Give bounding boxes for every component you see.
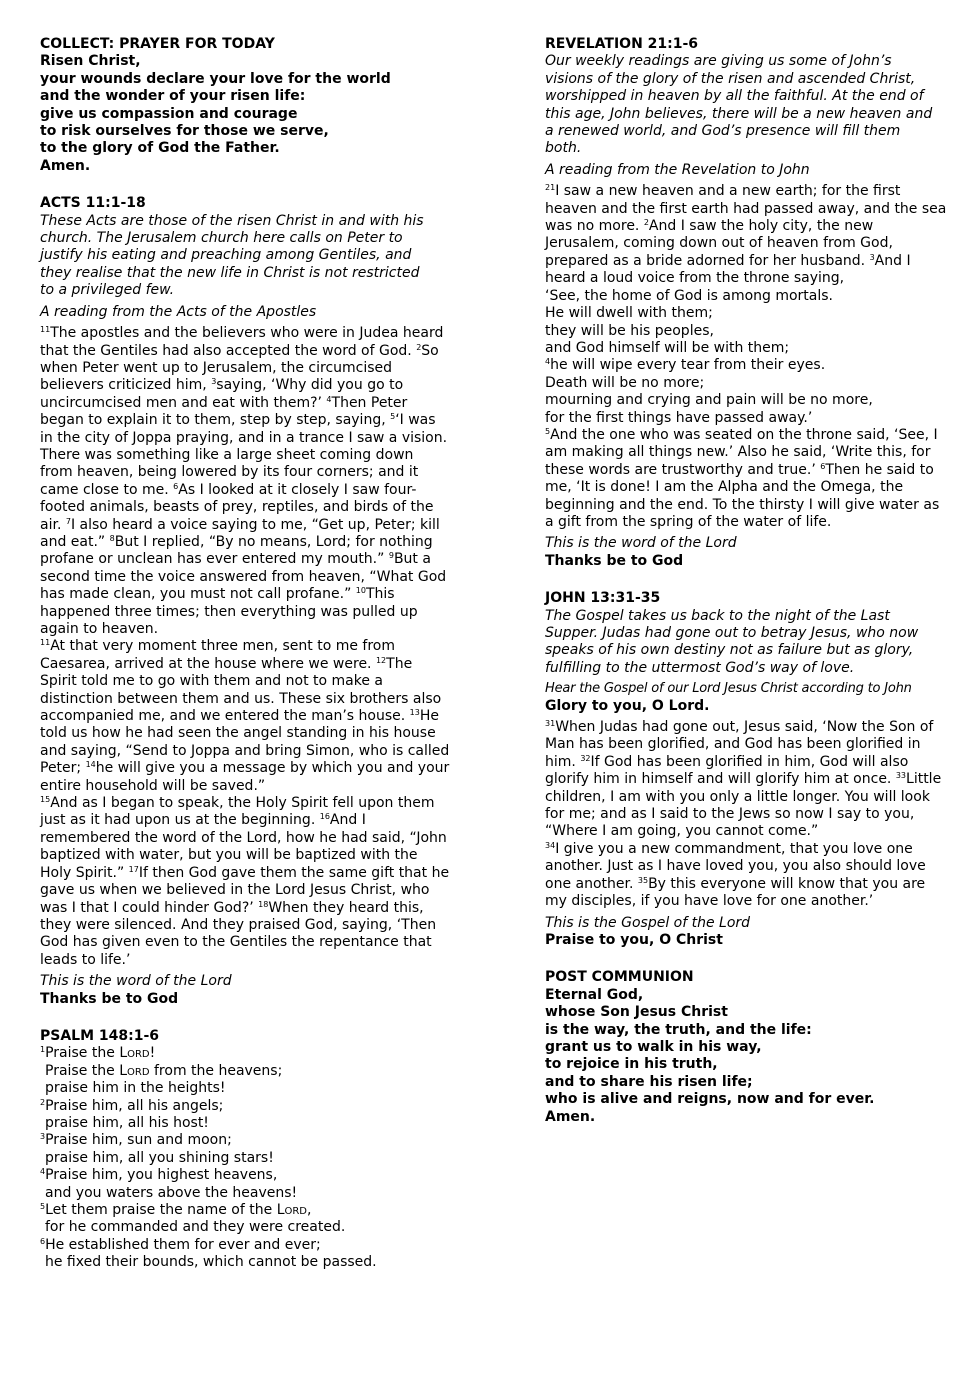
john-intro-line: fulfilling to the uttermost God’s way of love. (545, 659, 855, 676)
revelation-poem-line: mourning and crying and pain will be no more, (545, 392, 873, 409)
acts-verse-text: ‘I was in the city of Joppa praying, and in a trance I saw a vision. There was something like a large sheet coming down from heaven, being lowered by its four corners; and it came close to me. (40, 412, 448, 498)
psalm-line: $^4$Praise him, you highest heavens, (40, 1167, 278, 1184)
acts-reading-intro: A reading from the Acts of the Apostles (40, 303, 317, 320)
revelation-poem-line: for the first things have passed away.’ (545, 409, 813, 426)
acts-verse-number: 6 (173, 481, 179, 491)
acts-verse-text: Then Peter began to explain it to them, step by step, saying, (40, 394, 408, 429)
collect-line: to risk ourselves for those we serve, (40, 123, 329, 140)
psalm-verse-number: 4 (40, 1167, 46, 1177)
acts-heading: ACTS 11:1-18 (40, 195, 146, 212)
acts-verse-number: 3 (211, 377, 217, 387)
gospel-announcement: Hear the Gospel of our Lord Jesus Christ according to John (545, 681, 912, 697)
revelation-verse-number: 2 (643, 218, 649, 228)
revelation-section (545, 36, 950, 570)
acts-verse-text: As I looked at it closely I saw four-footed animals, beasts of prey, reptiles, and birds of the air. (40, 481, 434, 533)
acts-reading-text (40, 325, 450, 969)
acts-verse-text: At that very moment three men, sent to me from Caesarea, arrived at the house where we were. (40, 638, 396, 672)
john-verse-text: By this everyone will know that you are my disciples, if you have love for one another.’ (545, 875, 926, 910)
psalm-line: $^5$Let them praise the name of the Lord, (40, 1202, 312, 1218)
acts-section (40, 195, 450, 1008)
divine-name: Lord (119, 1062, 150, 1079)
john-verse-number: 35 (637, 875, 649, 885)
acts-verse-number: 11 (40, 638, 51, 648)
john-intro-line: Supper. Judas had gone out to betray Jesus, who now (545, 625, 919, 641)
revelation-heading: REVELATION 21:1-6 (545, 36, 699, 52)
revelation-poem-line: they will be his peoples, (545, 322, 714, 339)
john-verse-number: 33 (895, 771, 907, 781)
acts-verse-text: And I remembered the word of the Lord, how he had said, “John baptized with water, but you will be baptized with the Holy Spirit.” (40, 812, 447, 881)
john-closing: This is the Gospel of the Lord (545, 914, 751, 931)
revelation-closing: This is the word of the Lord (545, 535, 737, 552)
acts-verse-text: The Spirit told me to go with them and not to make a distinction between them and us. These six brothers also accompanied me, and we entered the man’s house. (40, 655, 442, 725)
acts-verse-number: 10 (355, 586, 366, 596)
revelation-verse-text: Then he said to me, ‘It is done! I am the Alpha and the Omega, the beginning and the end. To the thirsty I will give water as a gift from the spring of the water of life. (545, 461, 940, 530)
acts-intro-line: to a privileged few. (40, 282, 175, 299)
acts-verse-text: But a second time the voice answered from heaven, “What God has made clean, you must not call profane.” (40, 551, 447, 603)
post-communion-line: and to share his risen life; (545, 1073, 753, 1090)
divine-name: Lord (119, 1045, 150, 1062)
revelation-response: Thanks be to God (545, 552, 684, 569)
acts-intro (40, 213, 450, 300)
acts-verse-number: 11 (40, 325, 51, 335)
revelation-verse-text: And the one who was seated on the throne said, ‘See, I am making all things new.’ Also he said, ‘Write this, for these words are trustworthy and true.’ (545, 426, 938, 478)
acts-verse-number: 2 (416, 342, 422, 352)
revelation-verse-number: 4 (545, 357, 551, 367)
acts-verse-text: He told us how he had seen the angel standing in his house and saying, “Send to Joppa and bring Simon, who is called Peter; (40, 708, 450, 777)
psalm-verse-number: 1 (40, 1045, 46, 1055)
psalm-line: for he commanded and they were created. (45, 1219, 346, 1236)
psalm-line: $^1$Praise the Lord! (40, 1045, 156, 1062)
right-column (545, 36, 950, 1146)
revelation-verse-number: 3 (869, 252, 875, 262)
revelation-intro-line: this age, John believes, there will be a new heaven and (545, 105, 933, 122)
revelation-paragraph (545, 183, 950, 287)
acts-verse-number: 12 (375, 655, 387, 665)
acts-verse-number: 17 (128, 864, 139, 874)
collect-prayer (40, 53, 450, 175)
john-intro (545, 608, 950, 678)
john-verse-text: I give you a new commandment, that you love one another. Just as I have loved you, you also should love one another. (545, 840, 926, 892)
acts-verse-text: The apostles and the believers who were in Judea heard that the Gentiles had also accepted the word of God. (40, 325, 444, 359)
revelation-intro-line: visions of the glory of the risen and ascended Christ, (545, 70, 916, 87)
acts-verse-text: he will give you a message by which you and your entire household will be saved.” (40, 760, 450, 794)
revelation-poem-line: $^4$he will wipe every tear from their eyes. (545, 357, 826, 374)
john-verse-number: 34 (545, 840, 556, 850)
acts-verse-text: If then God gave them the same gift that he gave us when we believed in the Lord Jesus Christ, who was I that I could hinder God?’ (40, 864, 450, 916)
acts-verse-number: 9 (388, 551, 394, 561)
revelation-intro-line: both. (545, 140, 582, 157)
acts-verse-number: 16 (319, 812, 330, 822)
psalm-verse-number: 6 (40, 1236, 46, 1246)
post-communion-amen: Amen. (545, 1108, 596, 1125)
john-verse-number: 31 (545, 719, 556, 729)
revelation-verse-text: And I saw the holy city, the new Jerusalem, coming down out of heaven from God, prepared as a bride adorned for her husband. (545, 218, 893, 269)
revelation-intro (545, 53, 950, 157)
post-communion-line: grant us to walk in his way, (545, 1038, 762, 1055)
post-communion-section (545, 969, 950, 1126)
acts-verse-text: When they heard this, they were silenced. And they praised God, saying, ‘Then God has given even to the Gentiles the repentance that leads to life.’ (40, 899, 437, 968)
psalm-line: $^3$Praise him, sun and moon; (40, 1132, 232, 1149)
collect-line: give us compassion and courage (40, 105, 298, 122)
psalm-line: praise him, all his host! (45, 1114, 209, 1131)
acts-verse-number: 4 (326, 394, 332, 404)
psalm-line: Praise the Lord from the heavens; (45, 1062, 283, 1079)
psalm-line: he fixed their bounds, which cannot be passed. (45, 1254, 377, 1271)
post-communion-heading: POST COMMUNION (545, 969, 694, 986)
john-response: Praise to you, O Christ (545, 931, 723, 948)
acts-intro-line: justify his eating and preaching among Gentiles, and (40, 247, 412, 264)
psalm-text (40, 1045, 450, 1271)
revelation-intro-line: worshipped in heaven by all the faithful. At the end of (545, 88, 924, 105)
gospel-response: Glory to you, O Lord. (545, 697, 710, 714)
revelation-reading-intro: A reading from the Revelation to John (545, 161, 810, 178)
revelation-intro-line: a renewed world, and God’s presence will fill them (545, 123, 901, 140)
psalm-line: praise him, all you shining stars! (45, 1149, 274, 1166)
acts-verse-text: But I replied, “By no means, Lord; for nothing profane or unclean has ever entered my mouth.” (40, 533, 433, 568)
post-communion-line: whose Son Jesus Christ (545, 1004, 728, 1021)
collect-amen: Amen. (40, 157, 91, 174)
left-column (40, 36, 450, 1292)
collect-line: to the glory of God the Father. (40, 140, 280, 157)
psalm-verse-number: 5 (40, 1202, 46, 1211)
revelation-poem-line: He will dwell with them; (545, 305, 713, 322)
revelation-paragraph (545, 427, 950, 531)
post-communion-line: who is alive and reigns, now and for ever. (545, 1091, 875, 1108)
post-communion-prayer (545, 987, 950, 1126)
acts-verse-number: 7 (65, 516, 71, 526)
psalm-line: $^6$He established them for ever and ever; (40, 1236, 321, 1253)
acts-intro-line: These Acts are those of the risen Christ in and with his (40, 212, 424, 229)
john-heading: JOHN 13:31-35 (545, 590, 661, 607)
psalm-line: praise him in the heights! (45, 1080, 226, 1097)
acts-verse-number: 13 (409, 708, 420, 718)
acts-closing: This is the word of the Lord (40, 973, 232, 990)
psalm-verse-number: 2 (40, 1097, 46, 1107)
acts-verse-text: And as I began to speak, the Holy Spirit fell upon them just as it had upon us at the beginning. (40, 795, 435, 829)
acts-verse-number: 18 (258, 899, 269, 909)
revelation-poem-line: ‘See, the home of God is among mortals. (545, 287, 834, 304)
acts-verse-text: So when Peter went up to Jerusalem, the circumcised believers criticized him, (40, 342, 439, 394)
psalm-line: $^2$Praise him, all his angels; (40, 1097, 224, 1114)
revelation-poem (545, 288, 950, 427)
acts-verse (40, 795, 434, 828)
collect-line: your wounds declare your love for the world (40, 70, 391, 87)
revelation-intro-line: Our weekly readings are giving us some of John’s (545, 53, 892, 70)
john-verse-text: Little children, I am with you only a little longer. You will look for me; and as I said to the Jews so now I say to you, “Where I am going, you cannot come.” (545, 771, 942, 840)
revelation-verse-number: 5 (545, 426, 551, 436)
revelation-poem-line: Death will be no more; (545, 374, 705, 391)
revelation-verse-text: I saw a new heaven and a new earth; for the first heaven and the first earth had passed away, and the sea was no more. (545, 183, 947, 235)
acts-intro-line: they realise that the new life in Christ is not restricted (40, 264, 420, 281)
divine-name: Lord (276, 1202, 308, 1218)
collect-line: and the wonder of your risen life: (40, 88, 306, 105)
john-reading-text (545, 719, 950, 910)
collect-heading: COLLECT: PRAYER FOR TODAY (40, 36, 275, 52)
john-verse-text: When Judas had gone out, Jesus said, ‘Now the Son of Man has been glorified, and God has been glorified in him. (545, 719, 934, 770)
acts-response: Thanks be to God (40, 990, 179, 1007)
john-verse-number: 32 (580, 753, 591, 763)
acts-verse (40, 325, 443, 358)
psalm-section (40, 1028, 450, 1272)
post-communion-line: Eternal God, (545, 986, 644, 1003)
collect-section (40, 36, 450, 175)
revelation-verse-number: 6 (820, 461, 826, 471)
collect-line: Risen Christ, (40, 53, 141, 70)
john-verse (545, 754, 908, 787)
acts-verse-number: 8 (109, 533, 115, 543)
john-intro-line: speaks of his own destiny not as failure but as glory, (545, 642, 914, 659)
post-communion-line: is the way, the truth, and the life: (545, 1021, 812, 1038)
revelation-poem-line: and God himself will be with them; (545, 339, 790, 356)
acts-intro-line: church. The Jerusalem church here calls on Peter to (40, 230, 403, 247)
acts-verse-number: 15 (40, 795, 51, 805)
psalm-line: and you waters above the heavens! (45, 1184, 298, 1201)
john-verse-text: If God has been glorified in him, God will also glorify him in himself and will glorify him at once. (545, 753, 909, 788)
acts-verse (40, 638, 395, 671)
acts-verse-text: saying, ‘Why did you go to uncircumcised men and eat with them?’ (40, 377, 404, 411)
acts-verse (40, 760, 449, 793)
acts-verse-text: This happened three times; then everything was pulled up again to heaven. (40, 586, 418, 637)
acts-verse-number: 5 (390, 412, 396, 422)
acts-verse-number: 14 (85, 760, 96, 770)
acts-verse-text: I also heard a voice saying to me, “Get up, Peter; kill and eat.” (40, 516, 440, 550)
psalm-heading: PSALM 148:1-6 (40, 1027, 160, 1044)
john-section (545, 590, 950, 949)
psalm-verse-number: 3 (40, 1132, 46, 1142)
john-intro-line: The Gospel takes us back to the night of the Last (545, 607, 890, 624)
revelation-verse-number: 21 (545, 183, 556, 193)
post-communion-line: to rejoice in his truth, (545, 1056, 718, 1073)
revelation-verse-text: And I heard a loud voice from the throne saying, (545, 252, 911, 287)
